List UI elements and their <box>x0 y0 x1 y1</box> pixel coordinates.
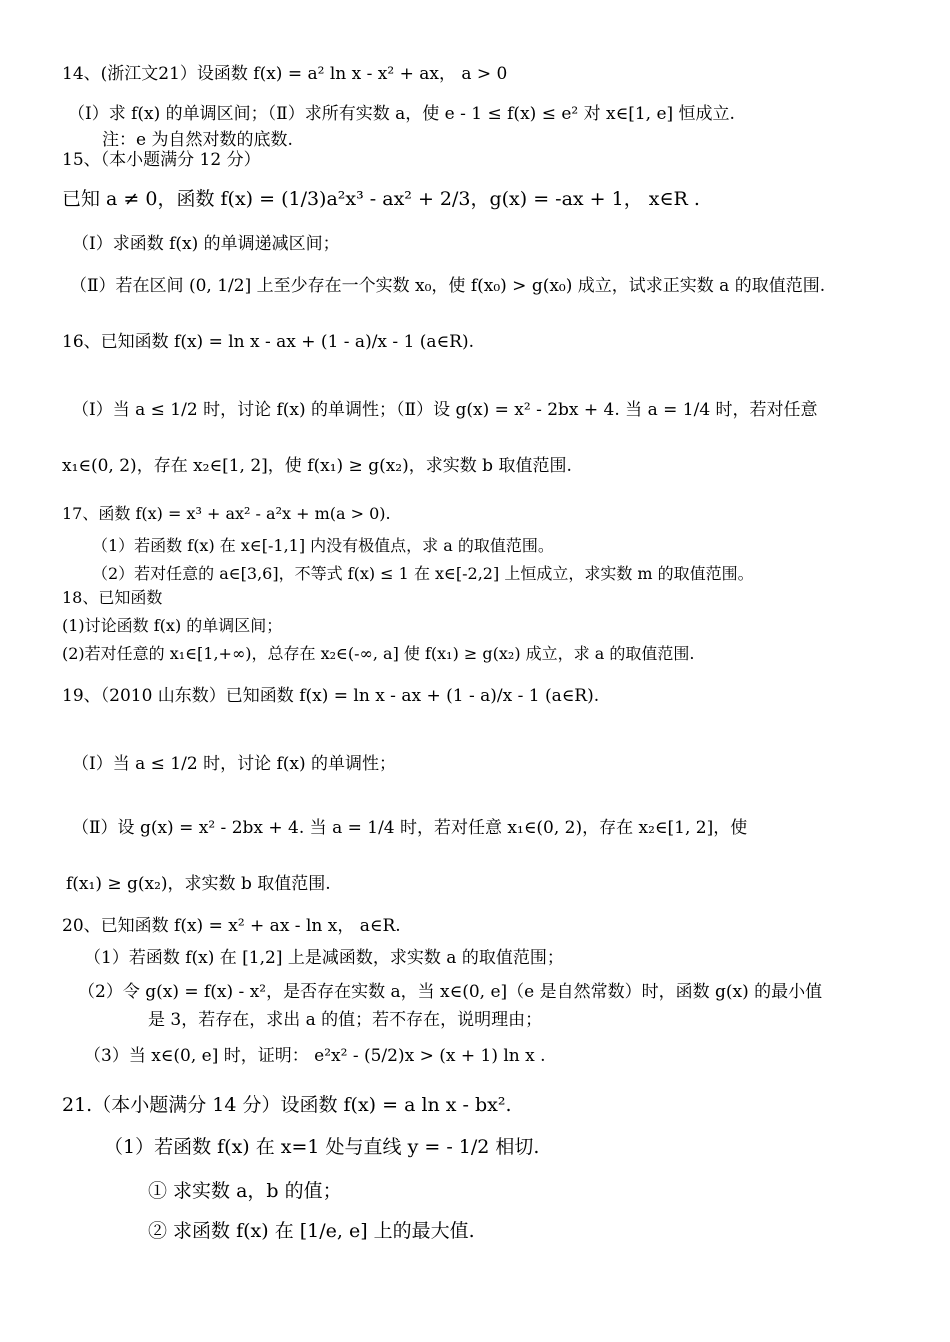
p21-line-2: （1）若函数 f(x) 在 x=1 处与直线 y = - 1/2 相切. <box>104 1136 540 1158</box>
p21-line-3: ① 求实数 a，b 的值； <box>148 1180 342 1202</box>
p20-line-4: 是 3，若存在，求出 a 的值；若不存在，说明理由； <box>148 1010 543 1030</box>
p18-line-1: 18、已知函数 <box>62 588 163 607</box>
p20-line-3: （2）令 g(x) = f(x) - x²，是否存在实数 a，当 x∈(0, e]（e 是自然常数）时，函数 g(x) 的最小值 <box>78 982 823 1002</box>
p21-line-4: ② 求函数 f(x) 在 [1/e, e] 上的最大值. <box>148 1220 475 1242</box>
p15-heading: 15、（本小题满分 12 分） <box>62 150 261 170</box>
p20-line-2: （1）若函数 f(x) 在 [1,2] 上是减函数，求实数 a 的取值范围； <box>84 948 564 968</box>
p15-line-2: （I）求函数 f(x) 的单调递减区间； <box>72 234 340 254</box>
p18-line-3: (2)若对任意的 x₁∈[1,+∞)，总存在 x₂∈(-∞, a] 使 f(x₁) ≥ g(x₂) 成立，求 a 的取值范围. <box>62 644 695 663</box>
p19-line-2: （Ⅰ）当 a ≤ 1/2 时，讨论 f(x) 的单调性； <box>72 754 397 774</box>
p20-line-1: 20、已知函数 f(x) = x² + ax - ln x， a∈R. <box>62 916 401 936</box>
p21-line-1: 21.（本小题满分 14 分）设函数 f(x) = a ln x - bx². <box>62 1094 512 1116</box>
p19-line-4: f(x₁) ≥ g(x₂)，求实数 b 取值范围. <box>66 874 331 894</box>
p16-line-3: x₁∈(0, 2)，存在 x₂∈[1, 2]，使 f(x₁) ≥ g(x₂)，求实数 b 取值范围. <box>62 456 572 476</box>
p19-line-1: 19、（2010 山东数）已知函数 f(x) = ln x - ax + (1 - a)/x - 1 (a∈R). <box>62 686 600 706</box>
p17-line-2: （1）若函数 f(x) 在 x∈[-1,1] 内没有极值点，求 a 的取值范围。 <box>92 536 554 555</box>
p18-line-2: (1)讨论函数 f(x) 的单调区间； <box>62 616 283 635</box>
p15-line-1: 已知 a ≠ 0，函数 f(x) = (1/3)a²x³ - ax² + 2/3，g(x) = -ax + 1， x∈R . <box>62 188 700 210</box>
p19-line-3: （Ⅱ）设 g(x) = x² - 2bx + 4. 当 a = 1/4 时，若对任意 x₁∈(0, 2)，存在 x₂∈[1, 2]，使 <box>72 818 748 838</box>
p17-line-3: （2）若对任意的 a∈[3,6]，不等式 f(x) ≤ 1 在 x∈[-2,2] 上恒成立，求实数 m 的取值范围。 <box>92 564 754 583</box>
p14-line-3: 注：e 为自然对数的底数. <box>102 130 293 150</box>
p15-line-3: （Ⅱ）若在区间 (0, 1/2] 上至少存在一个实数 x₀，使 f(x₀) > g(x₀) 成立，试求正实数 a 的取值范围. <box>70 276 826 296</box>
p14-line-1: 14、(浙江文21）设函数 f(x) = a² ln x - x² + ax， a > 0 <box>62 64 508 84</box>
p16-line-2: （Ⅰ）当 a ≤ 1/2 时，讨论 f(x) 的单调性；（Ⅱ）设 g(x) = x² - 2bx + 4. 当 a = 1/4 时，若对任意 <box>72 400 818 420</box>
p20-line-5: （3）当 x∈(0, e] 时，证明： e²x² - (5/2)x > (x + 1) ln x . <box>84 1046 546 1066</box>
p16-line-1: 16、已知函数 f(x) = ln x - ax + (1 - a)/x - 1 (a∈R). <box>62 332 474 352</box>
p14-line-2: （Ⅰ）求 f(x) 的单调区间；（Ⅱ）求所有实数 a，使 e - 1 ≤ f(x) ≤ e² 对 x∈[1, e] 恒成立. <box>68 104 735 124</box>
p17-line-1: 17、函数 f(x) = x³ + ax² - a²x + m(a > 0). <box>62 504 391 523</box>
